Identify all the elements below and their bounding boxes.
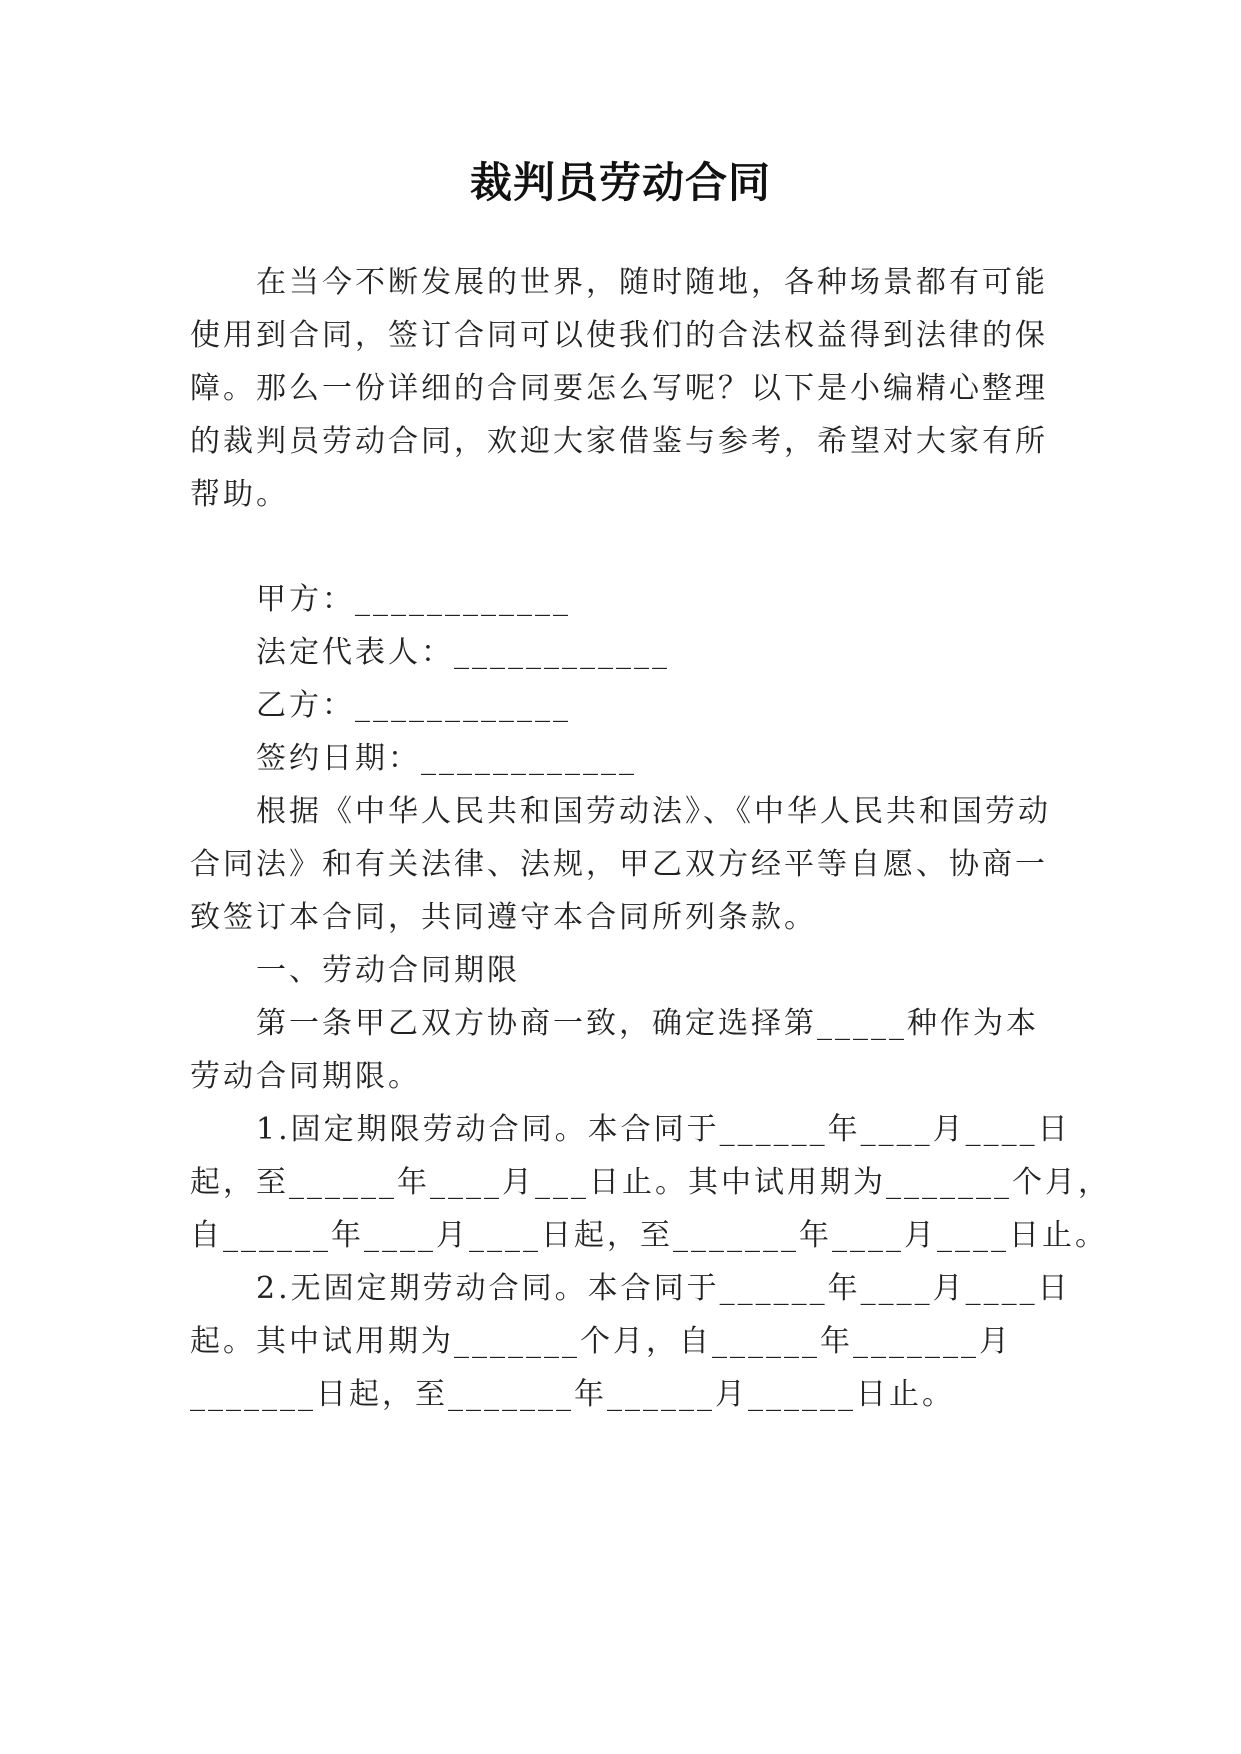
- section-heading: 一、劳动合同期限: [190, 953, 520, 988]
- paragraph-line: 自______年____月____日起，至_______年____月____日止。: [190, 1218, 1108, 1253]
- signing-date-field: 签约日期：____________: [190, 741, 637, 776]
- party-a-field: 甲方：____________: [190, 582, 571, 617]
- paragraph-line: 致签订本合同，共同遵守本合同所列条款。: [190, 900, 817, 935]
- paragraph-line: 起。其中试用期为_______个月，自______年_______月: [190, 1324, 1012, 1359]
- party-b-field: 乙方：____________: [190, 688, 571, 723]
- document-title: 裁判员劳动合同: [469, 158, 771, 207]
- paragraph-line: 帮助。: [190, 477, 289, 512]
- paragraph-line: _______日起，至_______年______月______日止。: [190, 1377, 955, 1412]
- paragraph-line: 第一条甲乙双方协商一致，确定选择第_____种作为本: [190, 1006, 1039, 1041]
- paragraph-line: 1.固定期限劳动合同。本合同于______年____月____日: [190, 1112, 1071, 1147]
- paragraph-line: 在当今不断发展的世界，随时随地，各种场景都有可能: [190, 265, 1048, 300]
- paragraph-line: 合同法》和有关法律、法规，甲乙双方经平等自愿、协商一: [190, 847, 1048, 882]
- paragraph-line: 起，至______年____月___日止。其中试用期为_______个月，: [190, 1165, 1111, 1200]
- paragraph-line: 使用到合同，签订合同可以使我们的合法权益得到法律的保: [190, 318, 1048, 353]
- paragraph-line: 2.无固定期劳动合同。本合同于______年____月____日: [190, 1271, 1071, 1306]
- paragraph-line: 障。那么一份详细的合同要怎么写呢？以下是小编精心整理: [190, 371, 1048, 406]
- paragraph-line: 根据《中华人民共和国劳动法》、《中华人民共和国劳动: [190, 794, 1051, 829]
- legal-representative-field: 法定代表人：____________: [190, 635, 670, 670]
- paragraph-line: 的裁判员劳动合同，欢迎大家借鉴与参考，希望对大家有所: [190, 424, 1048, 459]
- paragraph-line: 劳动合同期限。: [190, 1059, 421, 1094]
